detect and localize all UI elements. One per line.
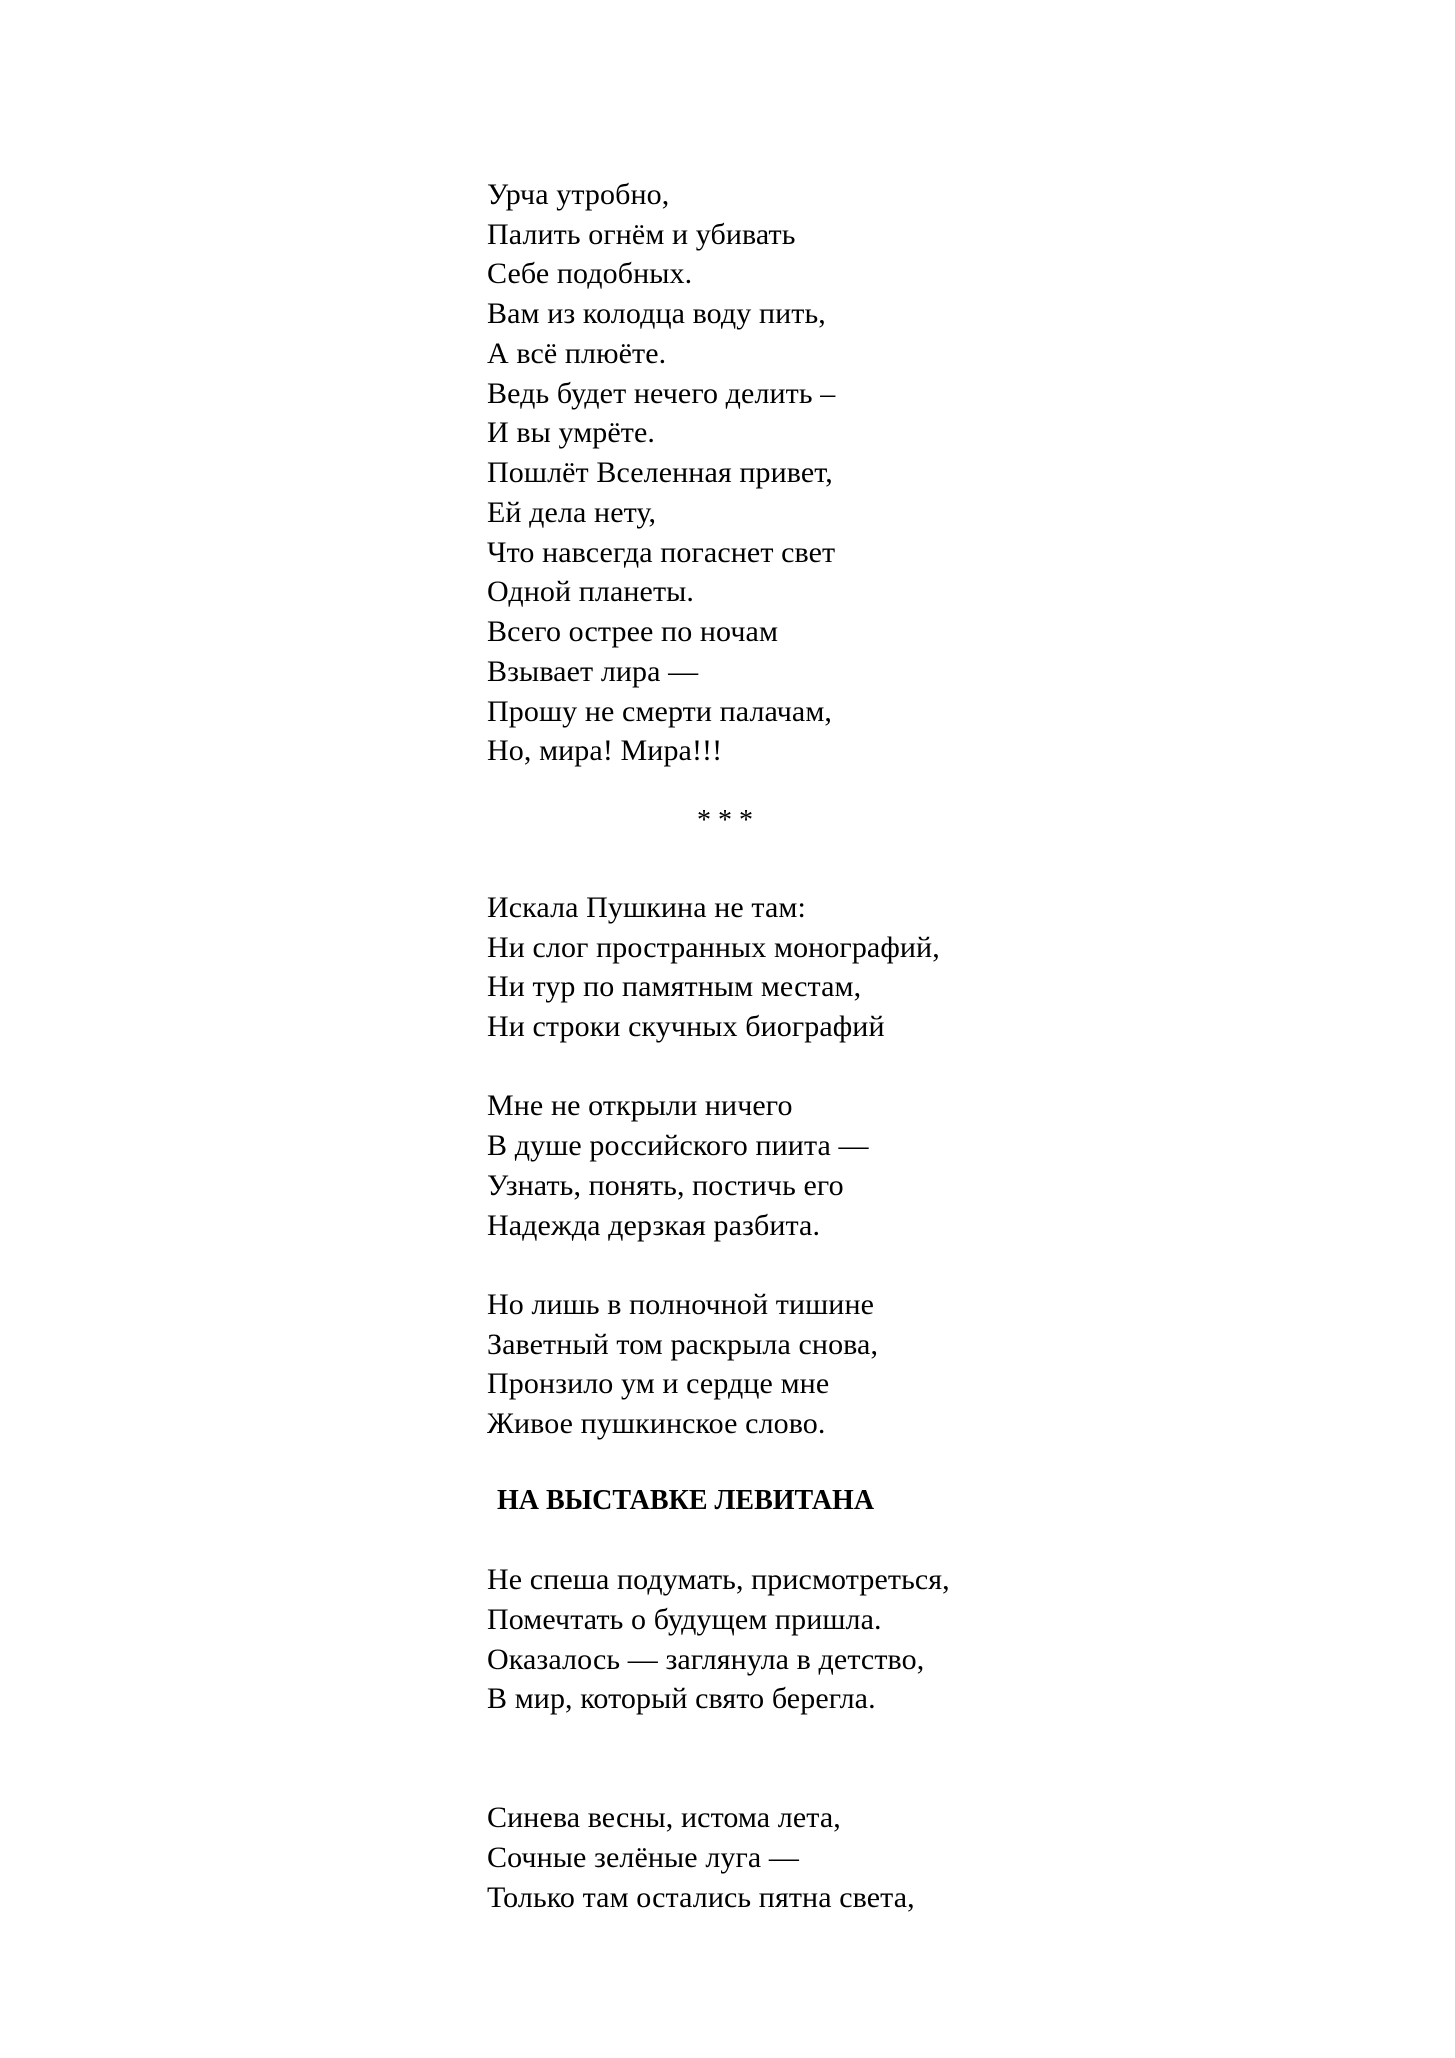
poem-line: Урча утробно, (487, 178, 670, 211)
poem-line: А всё плюёте. (487, 337, 667, 370)
poem-line: Узнать, понять, постичь его (487, 1169, 844, 1202)
poem-line: И вы умрёте. (487, 416, 656, 449)
poem-line: Ей дела нету, (487, 496, 657, 529)
poem-line: Синева весны, истома лета, (487, 1801, 841, 1834)
poem-line: Прошу не смерти палачам, (487, 695, 833, 728)
poem-line: Ни тур по памятным местам, (487, 970, 862, 1003)
poem-line: Надежда дерзкая разбита. (487, 1209, 821, 1242)
section-separator: * * * (697, 805, 753, 836)
poem-title: НА ВЫСТАВКЕ ЛЕВИТАНА (497, 1485, 875, 1516)
poem-line: Всего острее по ночам (487, 615, 779, 648)
poem-line: В душе российского пиита — (487, 1129, 869, 1162)
poem-line: Живое пушкинское слово. (487, 1407, 826, 1440)
poem-line: Сочные зелёные луга — (487, 1841, 800, 1874)
poem-line: Ведь будет нечего делить – (487, 377, 836, 410)
poem-line: Пронзило ум и сердце мне (487, 1367, 830, 1400)
poem-line: Искала Пушкина не там: (487, 891, 806, 924)
poem-line: Вам из колодца воду пить, (487, 297, 826, 330)
poem-line: В мир, который свято берегла. (487, 1682, 876, 1715)
poem-line: Не спеша подумать, присмотреться, (487, 1563, 950, 1596)
poem-line: Взывает лира — (487, 655, 699, 688)
poem-line: Ни слог пространных монографий, (487, 931, 940, 964)
poem-line: Только там остались пятна света, (487, 1881, 915, 1914)
poem-line: Мне не открыли ничего (487, 1089, 793, 1122)
poem-line: Помечтать о будущем пришла. (487, 1603, 882, 1636)
poem-line: Что навсегда погаснет свет (487, 536, 836, 569)
poem-line: Но, мира! Мира!!! (487, 734, 723, 767)
poem-line: Но лишь в полночной тишине (487, 1288, 875, 1321)
poem-line: Себе подобных. (487, 257, 693, 290)
poem-line: Заветный том раскрыла снова, (487, 1328, 879, 1361)
poem-line: Одной планеты. (487, 575, 695, 608)
poem-line: Ни строки скучных биографий (487, 1010, 885, 1043)
poem-line: Пошлёт Вселенная привет, (487, 456, 833, 489)
poem-line: Оказалось — заглянула в детство, (487, 1643, 925, 1676)
poem-line: Палить огнём и убивать (487, 218, 796, 251)
